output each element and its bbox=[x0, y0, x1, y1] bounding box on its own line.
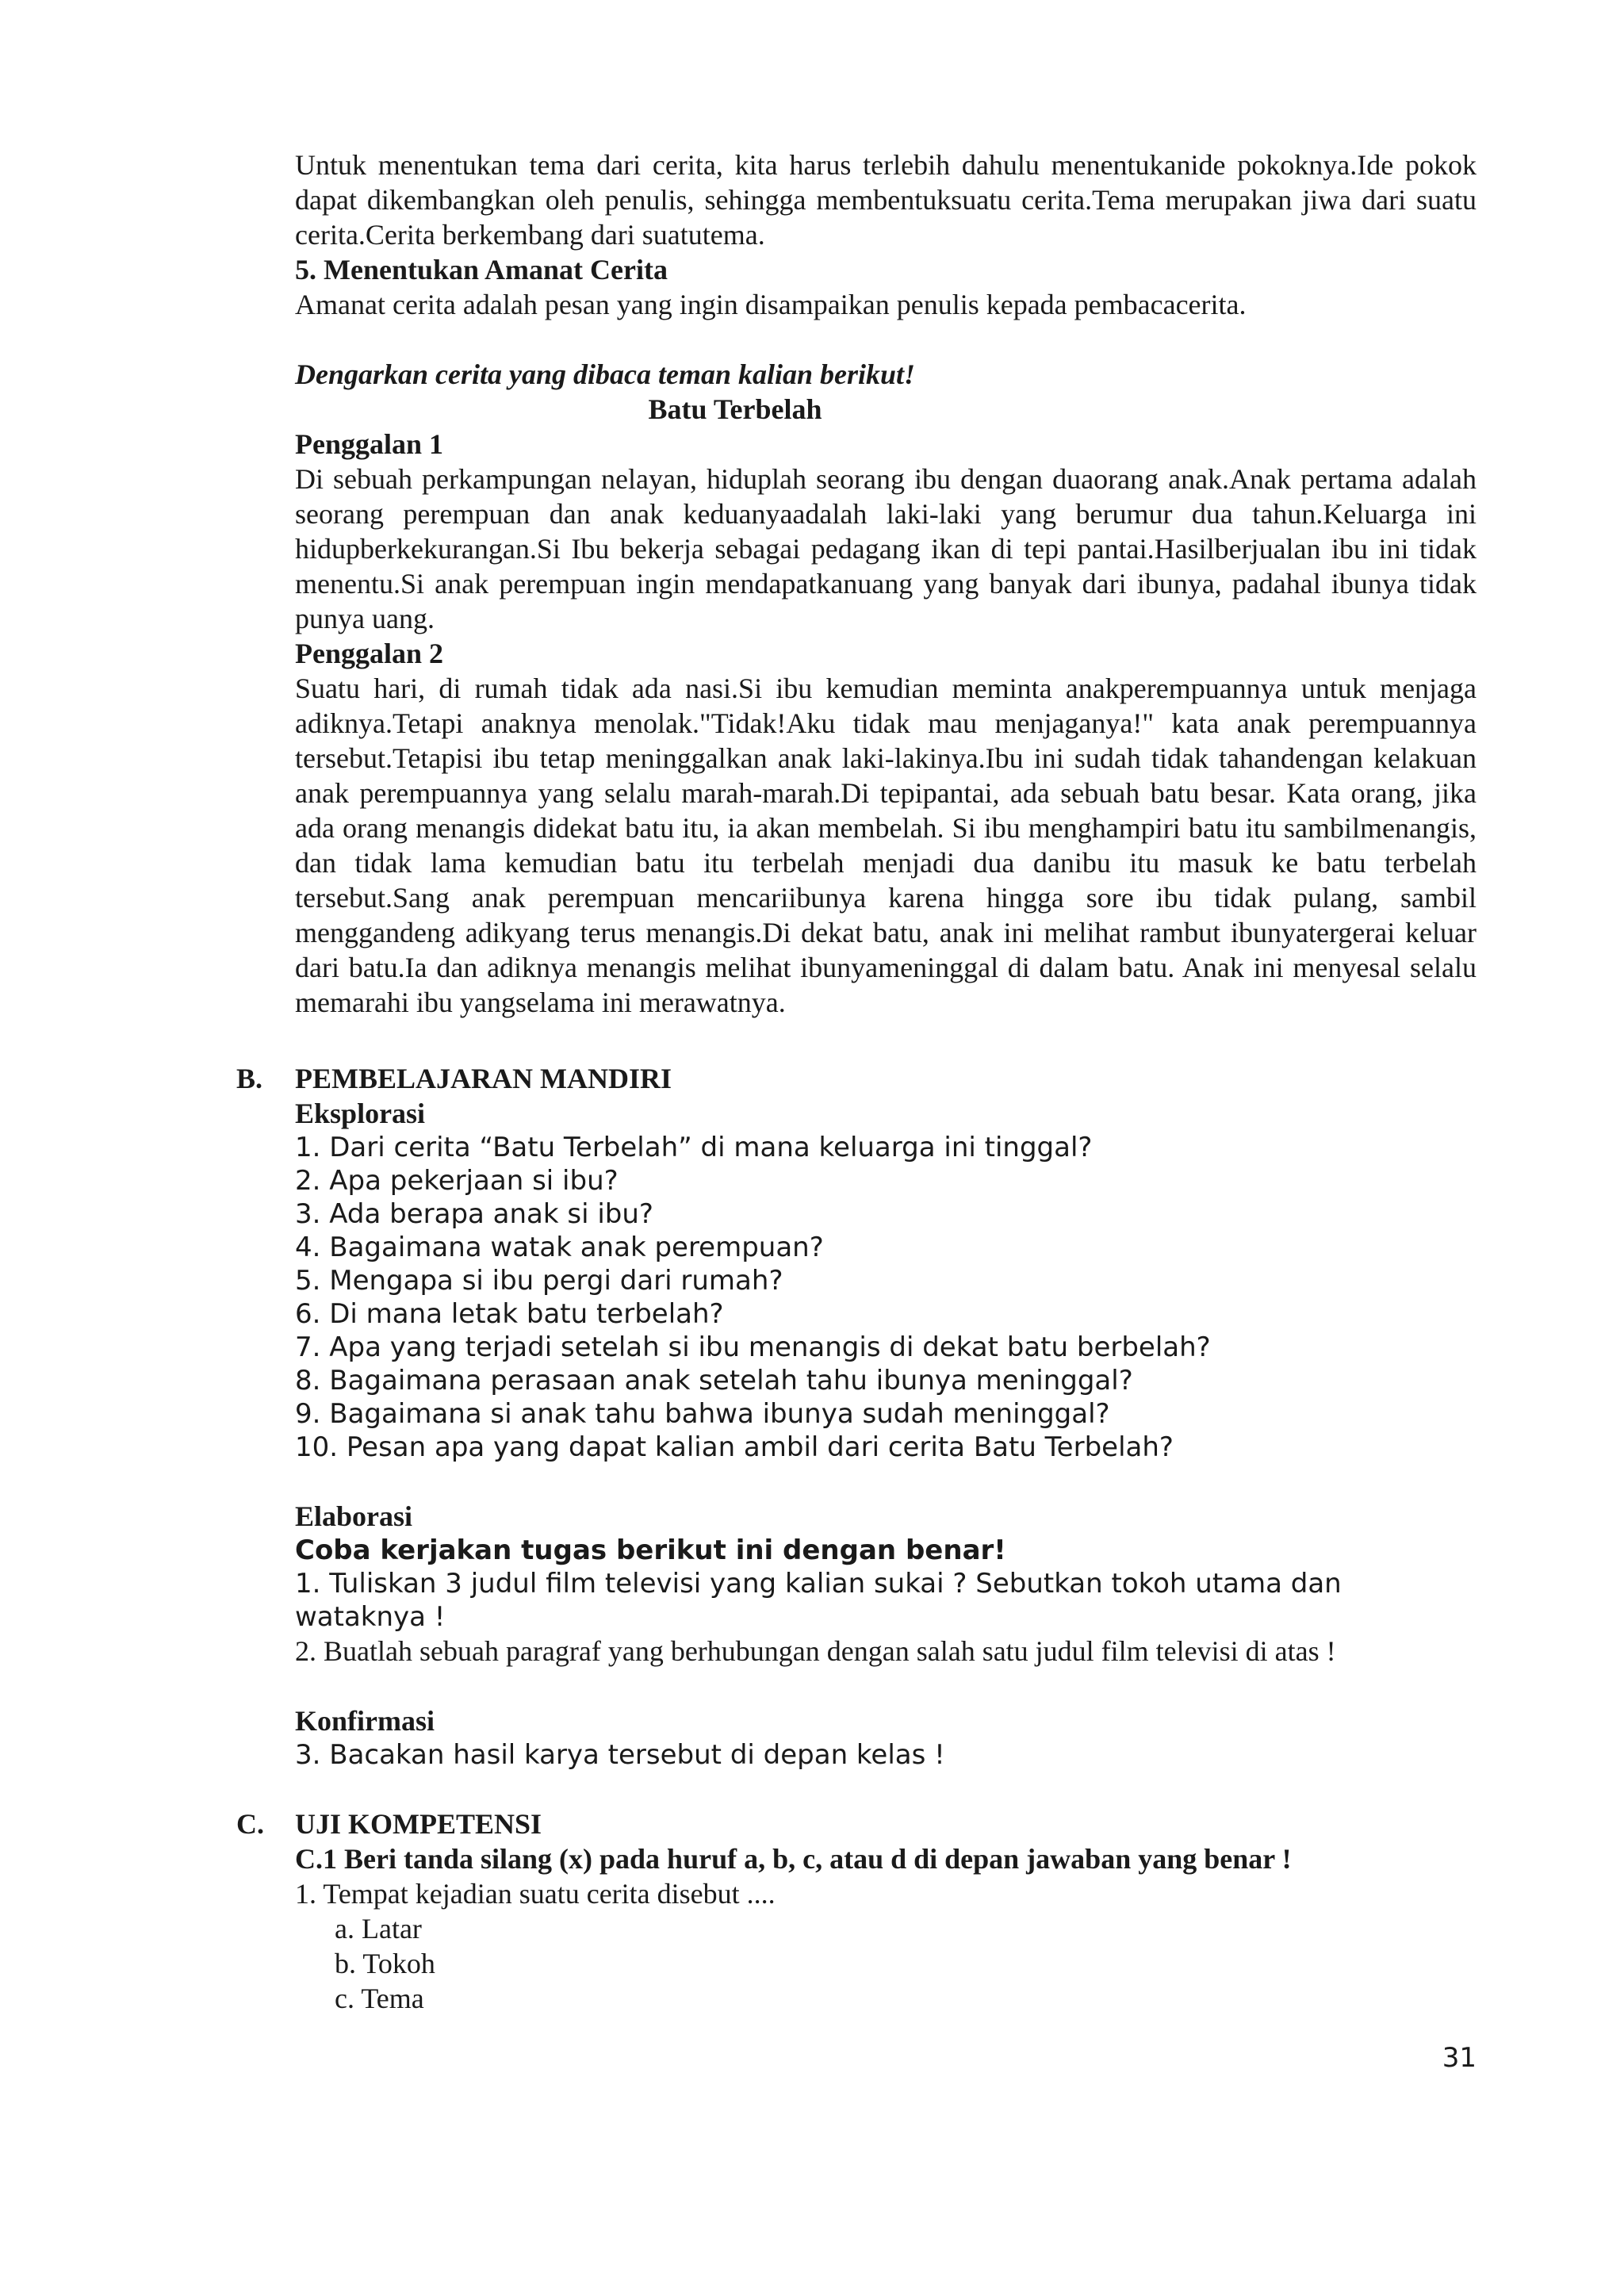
elaborasi-item-1: 1. Tuliskan 3 judul film televisi yang kalian sukai ? Sebutkan tokoh utama dan wataknya ! bbox=[295, 1568, 1342, 1633]
section-c-heading: UJI KOMPETENSI bbox=[295, 1808, 542, 1840]
elaborasi-heading: Elaborasi bbox=[295, 1500, 413, 1532]
part1-heading: Penggalan 1 bbox=[295, 428, 444, 460]
amanat-paragraph: Amanat cerita adalah pesan yang ingin disampaikan penulis kepada pembacacerita. bbox=[295, 289, 1247, 320]
part2-text: Suatu hari, di rumah tidak ada nasi.Si ibu kemudian meminta anakperempuannya untuk menjaga adiknya.Tetapi anaknya menolak."Tidak!Aku tidak mau menjaganya!" kata anak perempuannya tersebut.Tetapisi ibu tetap meninggalkan anak laki-lakinya.Ibu ini sudah tidak tahandengan kelakuan anak perempuannya yang selalu marah-marah.Di tepipantai, ada sebuah batu besar. Kata orang, jika ada orang menangis didekat batu itu, ia akan membelah. Si ibu menghampiri batu itu sambilmenangis, dan tidak lama kemudian batu itu terbelah menjadi dua danibu itu masuk ke batu terbelah tersebut.Sang anak perempuan mencariibunya karena hingga sore ibu tidak pulang, sambil menggandeng adikyang terus menangis.Di dekat batu, anak ini melihat rambut ibunyatergerai keluar dari batu.Ia dan adiknya menangis melihat ibunyameninggal di dalam batu. Anak ini menyesal selalu memarahi ibu yangselama ini merawatnya. bbox=[295, 672, 1477, 1018]
part1-text: Di sebuah perkampungan nelayan, hiduplah seorang ibu dengan duaorang anak.Anak pertama adalah seorang perempuan dan anak keduanyaadalah laki-laki yang berumur dua tahun.Keluarga ini hidupberkekurangan.Si Ibu bekerja sebagai pedagang ikan di tepi pantai.Hasilberjualan ibu ini tidak menentu.Si anak perempuan ingin mendapatkanuang yang banyak dari ibunya, padahal ibunya tidak punya uang. bbox=[295, 463, 1477, 634]
amanat-heading: 5. Menentukan Amanat Cerita bbox=[295, 254, 668, 285]
list-item: 10. Pesan apa yang dapat kalian ambil dari cerita Batu Terbelah? bbox=[295, 1431, 1174, 1463]
list-item: 7. Apa yang terjadi setelah si ibu menangis di dekat batu berbelah? bbox=[295, 1331, 1211, 1363]
page-content bbox=[236, 148, 1477, 2016]
story-instruction: Dengarkan cerita yang dibaca teman kalian berikut! bbox=[295, 358, 916, 390]
list-item: 8. Bagaimana perasaan anak setelah tahu ibunya meninggal? bbox=[295, 1365, 1133, 1397]
tema-paragraph: Untuk menentukan tema dari cerita, kita harus terlebih dahulu menentukanide pokoknya.Ide pokok dapat dikembangkan oleh penulis, sehingga membentuksuatu cerita.Tema merupakan jiwa dari suatu cerita.Cerita berkembang dari suatutema. bbox=[295, 149, 1477, 251]
story-title: Batu Terbelah bbox=[648, 393, 822, 425]
section-c-instruction: C.1 Beri tanda silang (x) pada huruf a, b, c, atau d di depan jawaban yang benar ! bbox=[295, 1843, 1292, 1875]
section-c-letter: C. bbox=[236, 1808, 264, 1840]
section-b-letter: B. bbox=[236, 1063, 263, 1094]
list-item: 1. Dari cerita “Batu Terbelah” di mana keluarga ini tinggal? bbox=[295, 1132, 1093, 1163]
eksplorasi-list bbox=[295, 1131, 1477, 1464]
elaborasi-instruction: Coba kerjakan tugas berikut ini dengan benar! bbox=[295, 1534, 1006, 1566]
konfirmasi-item: 3. Bacakan hasil karya tersebut di depan kelas ! bbox=[295, 1739, 945, 1771]
list-item: 6. Di mana letak batu terbelah? bbox=[295, 1298, 724, 1330]
question-1: 1. Tempat kejadian suatu cerita disebut .... bbox=[295, 1878, 776, 1910]
section-b-heading: PEMBELAJARAN MANDIRI bbox=[295, 1063, 672, 1094]
list-item: 3. Ada berapa anak si ibu? bbox=[295, 1198, 653, 1230]
section-b bbox=[236, 1061, 1477, 1772]
answer-option: a. Latar bbox=[335, 1913, 422, 1944]
konfirmasi-heading: Konfirmasi bbox=[295, 1705, 435, 1737]
answer-option: b. Tokoh bbox=[335, 1948, 435, 1979]
list-item: 4. Bagaimana watak anak perempuan? bbox=[295, 1232, 824, 1263]
page-number: 31 bbox=[1442, 2042, 1477, 2074]
section-c bbox=[236, 1806, 1477, 2016]
eksplorasi-heading: Eksplorasi bbox=[295, 1098, 426, 1129]
part2-heading: Penggalan 2 bbox=[295, 638, 444, 669]
answer-option: c. Tema bbox=[335, 1983, 424, 2014]
list-item: 9. Bagaimana si anak tahu bahwa ibunya sudah meninggal? bbox=[295, 1398, 1110, 1430]
list-item: 2. Apa pekerjaan si ibu? bbox=[295, 1165, 619, 1197]
list-item: 5. Mengapa si ibu pergi dari rumah? bbox=[295, 1265, 783, 1297]
elaborasi-item-2: 2. Buatlah sebuah paragraf yang berhubungan dengan salah satu judul film televisi di atas ! bbox=[295, 1635, 1336, 1667]
